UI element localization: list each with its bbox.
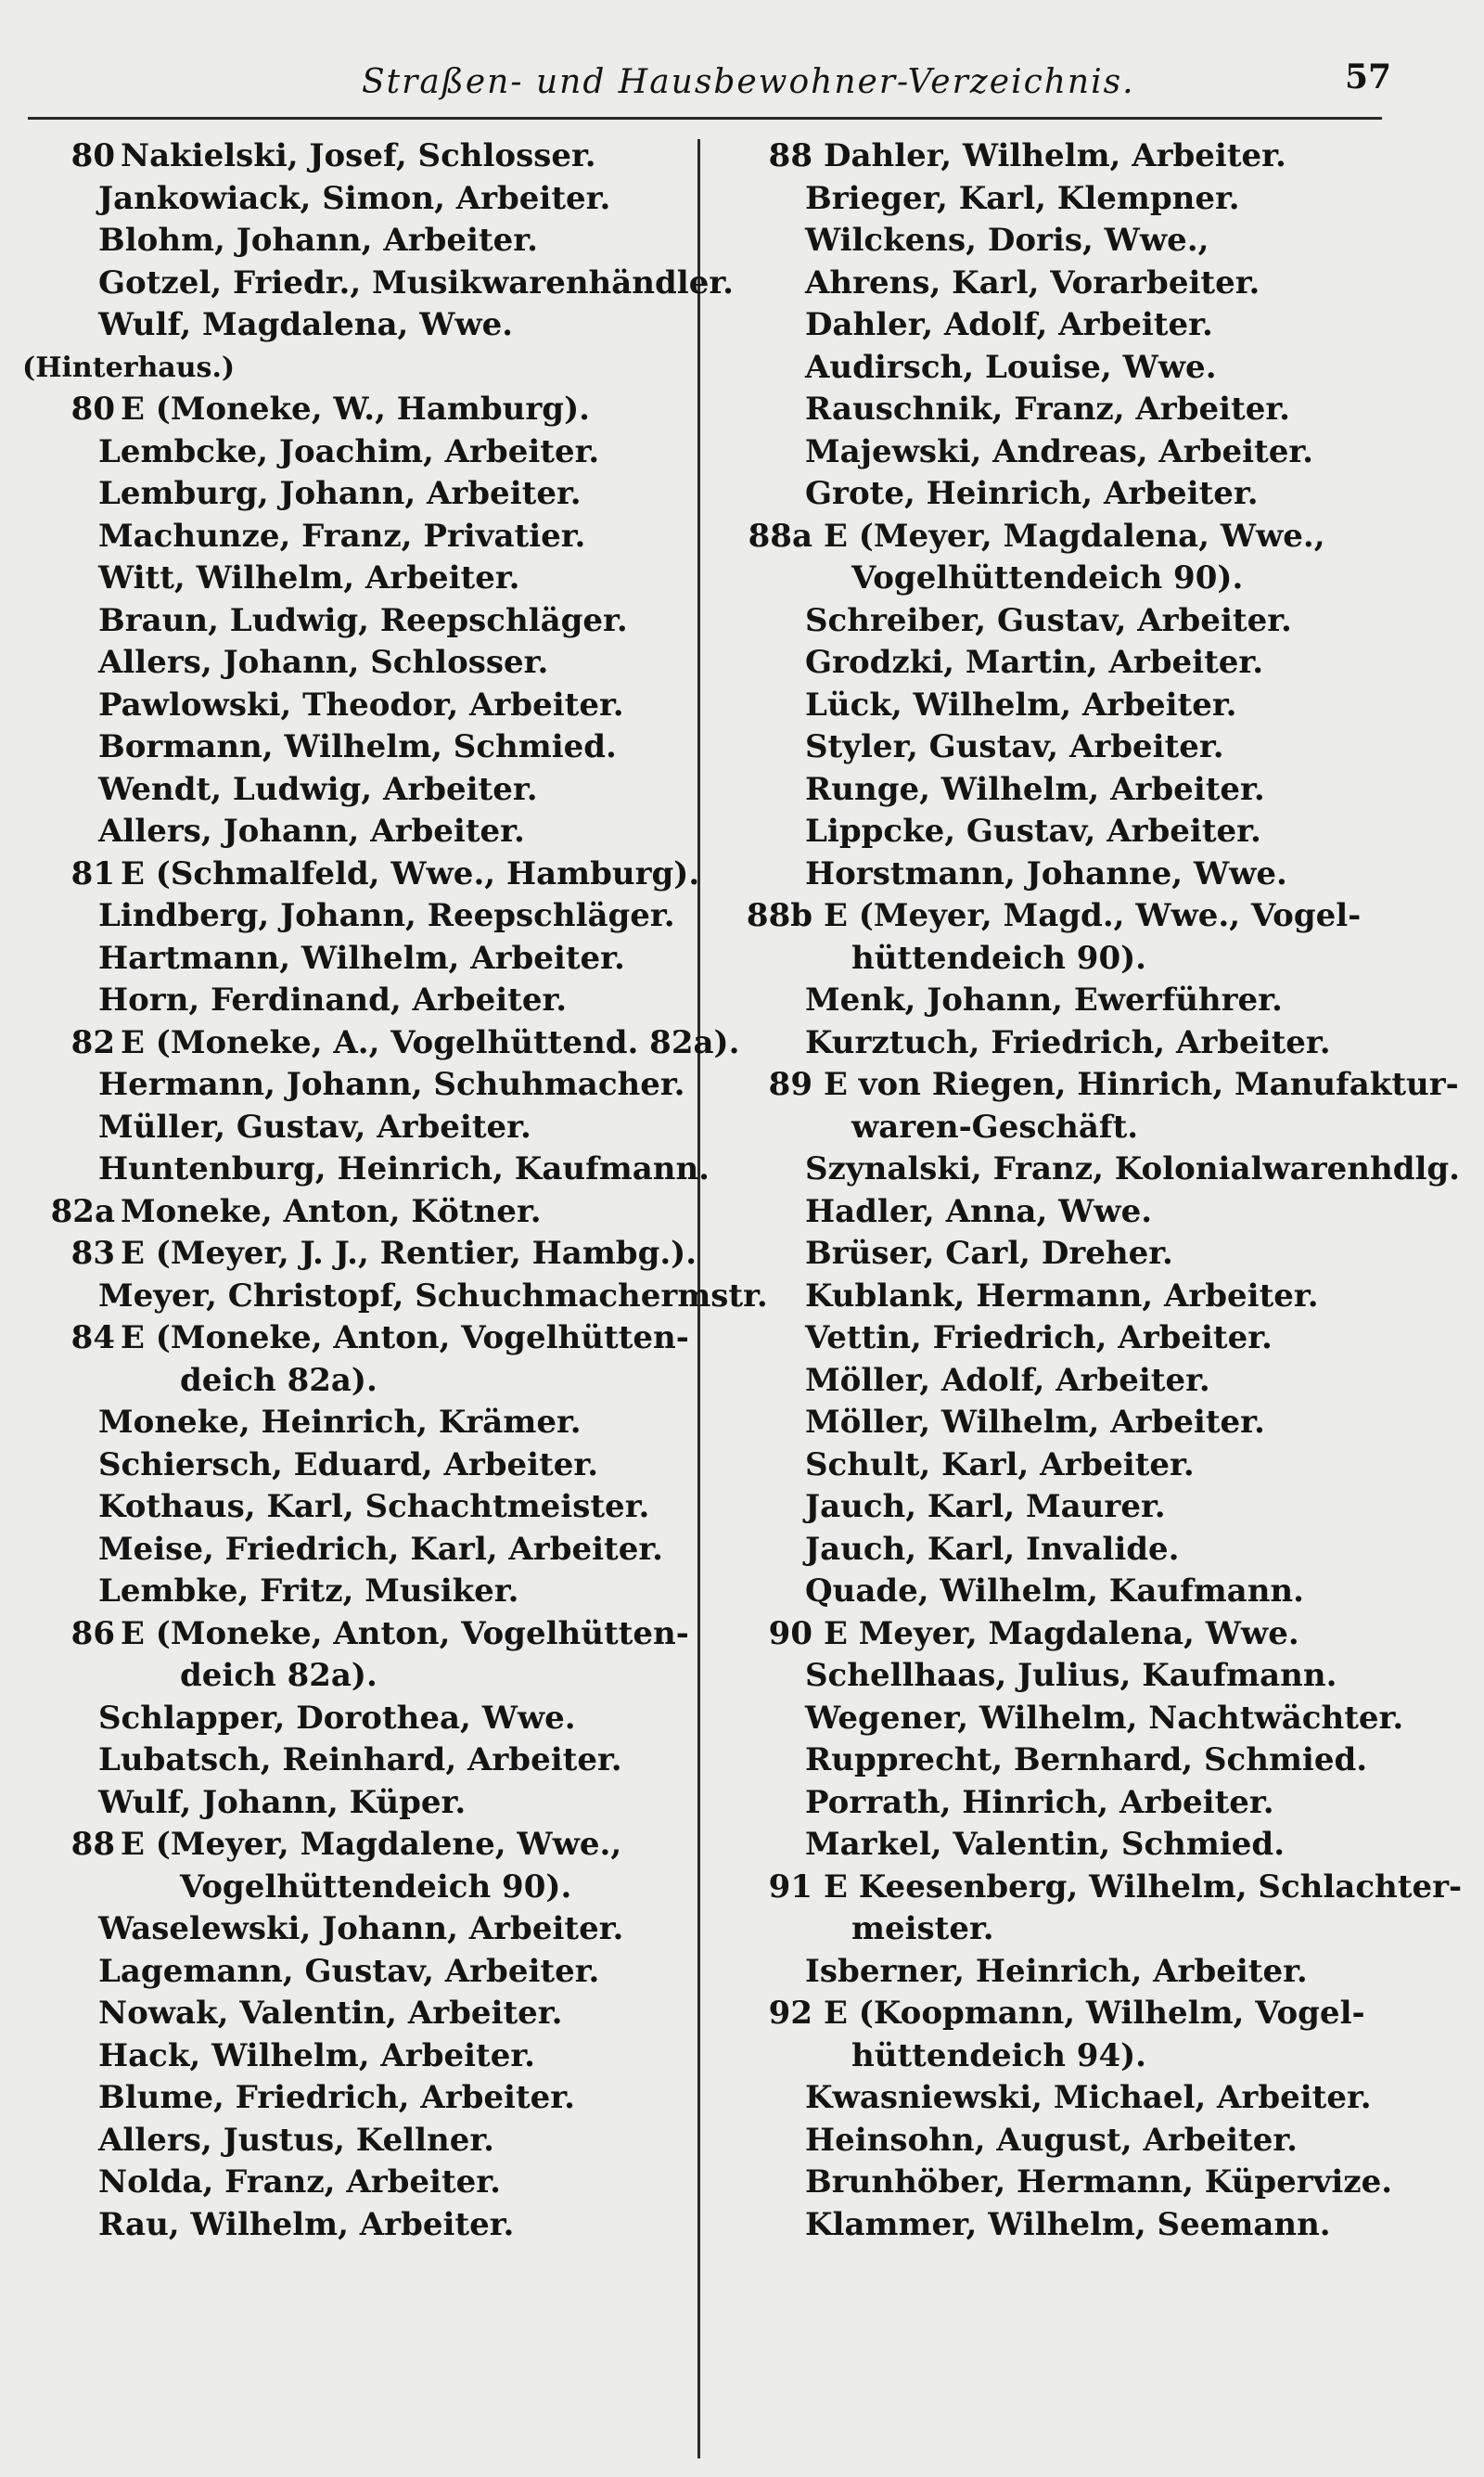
house-number: 91 <box>768 1867 812 1906</box>
directory-line <box>714 431 1456 474</box>
resident-entry: Schiersch, Eduard, Arbeiter. <box>98 1445 599 1483</box>
house-number: 88 <box>70 1826 115 1863</box>
directory-line <box>22 1191 685 1234</box>
directory-line <box>714 1317 1456 1360</box>
directory-line <box>22 516 685 558</box>
directory-line <box>714 1276 1456 1318</box>
directory-line <box>22 1233 697 1276</box>
resident-entry: Lubatsch, Reinhard, Arbeiter. <box>98 1741 622 1778</box>
directory-line <box>714 1107 1456 1149</box>
directory-line <box>714 1360 1456 1403</box>
resident-entry: Styler, Gustav, Arbeiter. <box>805 728 1224 765</box>
house-number: 88a <box>748 517 812 555</box>
resident-entry: hüttendeich 94). <box>851 2036 1147 2074</box>
resident-entry: Hack, Wilhelm, Arbeiter. <box>98 2036 536 2074</box>
resident-entry: Kwasniewski, Michael, Arbeiter. <box>805 2079 1372 2116</box>
resident-entry: Waselewski, Johann, Arbeiter. <box>98 1910 624 1947</box>
directory-line <box>22 1107 685 1149</box>
resident-entry: Lemburg, Johann, Arbeiter. <box>98 475 582 512</box>
resident-entry: Schult, Karl, Arbeiter. <box>805 1445 1195 1483</box>
directory-line <box>714 2162 1456 2204</box>
directory-line <box>22 2120 685 2163</box>
resident-entry: Porrath, Hinrich, Arbeiter. <box>805 1783 1274 1821</box>
directory-line <box>22 1993 685 2035</box>
directory-line <box>714 1824 1456 1867</box>
directory-line <box>714 389 1456 431</box>
directory-line <box>714 1951 1456 1994</box>
directory-line <box>714 1698 1456 1740</box>
resident-entry: Wendt, Ludwig, Arbeiter. <box>98 770 538 808</box>
resident-entry: E (Meyer, Magdalene, Wwe., <box>121 1826 622 1863</box>
resident-entry: Pawlowski, Theodor, Arbeiter. <box>98 686 624 724</box>
directory-line <box>714 811 1456 853</box>
directory-line <box>22 938 685 981</box>
resident-entry: Vogelhüttendeich 90). <box>851 559 1244 597</box>
resident-entry: deich 82a). <box>180 1657 377 1694</box>
directory-line <box>714 1233 1456 1276</box>
directory-line <box>714 178 1456 221</box>
resident-entry: hüttendeich 90). <box>851 939 1147 977</box>
house-number: 89 <box>768 1066 812 1103</box>
directory-line <box>22 1149 710 1191</box>
resident-entry: Nowak, Valentin, Arbeiter. <box>98 1995 563 2032</box>
directory-line <box>22 726 685 769</box>
resident-entry: Wegener, Wilhelm, Nachtwächter. <box>805 1699 1404 1737</box>
directory-line <box>22 1360 685 1403</box>
resident-entry: Runge, Wilhelm, Arbeiter. <box>805 770 1265 808</box>
resident-entry: Menk, Johann, Ewerführer. <box>805 982 1283 1019</box>
resident-entry: E (Meyer, J. J., Rentier, Hambg.). <box>121 1235 697 1272</box>
directory-line <box>22 1402 685 1444</box>
header-rule <box>28 117 1382 120</box>
resident-entry: Schellhaas, Julius, Kaufmann. <box>805 1657 1337 1694</box>
resident-entry: Allers, Justus, Kellner. <box>98 2121 495 2159</box>
resident-entry: Horstmann, Johanne, Wwe. <box>805 854 1287 892</box>
directory-line <box>22 1698 685 1740</box>
directory-line <box>22 1739 685 1782</box>
resident-entry: Wulf, Magdalena, Wwe. <box>98 306 514 343</box>
resident-entry: Hadler, Anna, Wwe. <box>805 1192 1153 1230</box>
house-number: 88 <box>768 137 812 174</box>
directory-line <box>22 389 685 431</box>
directory-line <box>714 1782 1456 1825</box>
directory-line <box>714 220 1456 263</box>
directory-line <box>714 1444 1456 1487</box>
directory-line <box>714 642 1456 685</box>
directory-line <box>714 2204 1456 2247</box>
resident-entry: Kurztuch, Friedrich, Arbeiter. <box>805 1023 1331 1061</box>
directory-line <box>714 1191 1456 1234</box>
resident-entry: (Hinterhaus.) <box>22 351 236 384</box>
resident-entry: waren-Geschäft. <box>851 1108 1139 1146</box>
page-number: 57 <box>1345 58 1392 96</box>
directory-line <box>714 1908 1456 1951</box>
resident-entry: Hartmann, Wilhelm, Arbeiter. <box>98 939 625 977</box>
directory-line <box>22 685 685 727</box>
house-number: 80 <box>70 137 115 174</box>
resident-entry: Lück, Wilhelm, Arbeiter. <box>805 686 1237 724</box>
resident-entry: E (Koopmann, Wilhelm, Vogel- <box>824 1995 1365 2032</box>
directory-line <box>714 1486 1456 1529</box>
resident-entry: Dahler, Adolf, Arbeiter. <box>805 306 1213 343</box>
directory-line <box>714 1867 1463 1909</box>
directory-line <box>714 895 1456 938</box>
house-number: 83 <box>70 1235 115 1272</box>
resident-entry: Vogelhüttendeich 90). <box>180 1867 572 1906</box>
directory-line <box>22 473 685 516</box>
directory-line <box>714 1571 1456 1613</box>
house-number: 82a <box>50 1192 115 1230</box>
directory-line <box>714 1655 1456 1698</box>
resident-entry: Möller, Adolf, Arbeiter. <box>805 1361 1210 1399</box>
resident-entry: Szynalski, Franz, Kolonialwarenhdlg. <box>805 1150 1460 1187</box>
resident-entry: deich 82a). <box>180 1361 377 1399</box>
house-number: 90 <box>768 1614 812 1652</box>
house-number: 86 <box>70 1614 115 1652</box>
directory-line <box>22 1022 740 1065</box>
directory-line <box>22 769 685 812</box>
directory-line <box>22 1867 685 1909</box>
resident-entry: Schreiber, Gustav, Arbeiter. <box>805 601 1292 639</box>
resident-entry: Lagemann, Gustav, Arbeiter. <box>98 1952 600 1990</box>
directory-line <box>714 2077 1456 2120</box>
directory-line <box>22 980 685 1022</box>
directory-line <box>714 1739 1456 1782</box>
directory-line <box>22 1613 689 1656</box>
resident-entry: Lindberg, Johann, Reepschläger. <box>98 897 675 934</box>
directory-line <box>22 1529 685 1572</box>
directory-line <box>22 600 685 643</box>
directory-line <box>714 558 1456 600</box>
resident-entry: Rauschnik, Franz, Arbeiter. <box>805 391 1290 428</box>
directory-line <box>714 853 1456 896</box>
directory-line <box>714 347 1456 390</box>
resident-entry: Quade, Wilhelm, Kaufmann. <box>805 1572 1304 1610</box>
directory-line <box>714 2120 1456 2163</box>
directory-line <box>714 1402 1456 1444</box>
resident-entry: Kublank, Hermann, Arbeiter. <box>805 1277 1319 1315</box>
house-number: 80 <box>70 391 115 428</box>
directory-line <box>22 895 685 938</box>
right-column <box>714 135 1463 2246</box>
resident-entry: Bormann, Wilhelm, Schmied. <box>98 728 617 765</box>
house-number: 82 <box>70 1023 115 1061</box>
resident-entry: Allers, Johann, Arbeiter. <box>98 813 525 850</box>
resident-entry: Wulf, Johann, Küper. <box>98 1783 467 1821</box>
directory-line <box>22 1824 685 1867</box>
resident-entry: Grodzki, Martin, Arbeiter. <box>805 644 1264 681</box>
directory-line <box>22 1064 685 1107</box>
resident-entry: meister. <box>851 1910 994 1947</box>
resident-entry: Brüser, Carl, Dreher. <box>805 1235 1173 1272</box>
house-number: 81 <box>70 854 115 892</box>
resident-entry: E (Moneke, W., Hamburg). <box>121 391 590 428</box>
directory-line <box>22 558 685 600</box>
directory-line <box>22 2162 685 2204</box>
house-number: 92 <box>768 1995 812 2032</box>
resident-entry: Nakielski, Josef, Schlosser. <box>121 137 596 174</box>
directory-line <box>714 473 1456 516</box>
directory-line <box>22 2035 685 2078</box>
resident-entry: Heinsohn, August, Arbeiter. <box>805 2121 1298 2159</box>
resident-entry: Audirsch, Louise, Wwe. <box>805 348 1217 386</box>
resident-entry: Ahrens, Karl, Vorarbeiter. <box>805 263 1260 302</box>
resident-entry: Blohm, Johann, Arbeiter. <box>98 222 538 259</box>
resident-entry: Vettin, Friedrich, Arbeiter. <box>805 1319 1273 1356</box>
resident-entry: E (Moneke, A., Vogelhüttend. 82a). <box>121 1023 740 1061</box>
resident-entry: Isberner, Heinrich, Arbeiter. <box>805 1952 1308 1990</box>
running-title: Straßen- und Hausbewohner-Verzeichnis. <box>362 63 1135 101</box>
resident-entry: Grote, Heinrich, Arbeiter. <box>805 475 1259 512</box>
resident-entry: Meyer, Christopf, Schuchmachermstr. <box>98 1277 768 1315</box>
resident-entry: Blume, Friedrich, Arbeiter. <box>98 2079 575 2116</box>
directory-line <box>714 1993 1456 2035</box>
resident-entry: Meise, Friedrich, Karl, Arbeiter. <box>98 1530 663 1568</box>
directory-line <box>714 938 1456 981</box>
resident-entry: Möller, Wilhelm, Arbeiter. <box>805 1404 1265 1441</box>
resident-entry: Klammer, Wilhelm, Seemann. <box>805 2205 1331 2243</box>
directory-line <box>714 1613 1456 1656</box>
directory-line <box>714 1064 1459 1107</box>
resident-entry: Gotzel, Friedr., Musikwarenhändler. <box>98 263 734 302</box>
resident-entry: Schlapper, Dorothea, Wwe. <box>98 1699 576 1737</box>
directory-line <box>22 811 685 853</box>
resident-entry: Lembcke, Joachim, Arbeiter. <box>98 432 600 470</box>
directory-line <box>714 726 1456 769</box>
directory-line <box>714 2035 1456 2078</box>
resident-entry: Kothaus, Karl, Schachtmeister. <box>98 1488 650 1525</box>
directory-line <box>714 304 1456 347</box>
resident-entry: Nolda, Franz, Arbeiter. <box>98 2163 501 2201</box>
directory-line <box>22 220 685 263</box>
resident-entry: Hermann, Johann, Schuhmacher. <box>98 1066 685 1103</box>
directory-line <box>22 263 734 305</box>
resident-entry: Lembke, Fritz, Musiker. <box>98 1572 519 1610</box>
page-header <box>0 58 1484 119</box>
resident-entry: Wilckens, Doris, Wwe., <box>805 222 1209 259</box>
directory-line <box>22 642 685 685</box>
resident-entry: Braun, Ludwig, Reepschläger. <box>98 601 628 639</box>
resident-entry: Brunhöber, Hermann, Küpervize. <box>805 2163 1393 2201</box>
directory-line <box>714 980 1456 1022</box>
directory-line <box>22 1486 685 1529</box>
directory-line <box>22 1444 685 1487</box>
directory-line <box>714 516 1456 558</box>
resident-entry: Machunze, Franz, Privatier. <box>98 517 586 555</box>
resident-entry: E (Schmalfeld, Wwe., Hamburg). <box>121 854 700 892</box>
resident-entry: Huntenburg, Heinrich, Kaufmann. <box>98 1150 710 1187</box>
resident-entry: Horn, Ferdinand, Arbeiter. <box>98 982 568 1019</box>
directory-line <box>22 135 685 178</box>
directory-line <box>714 1149 1460 1191</box>
left-column <box>22 135 768 2246</box>
resident-entry: Jankowiack, Simon, Arbeiter. <box>98 179 611 217</box>
resident-entry: Jauch, Karl, Maurer. <box>805 1488 1166 1525</box>
directory-line <box>22 1908 685 1951</box>
resident-entry: Lippcke, Gustav, Arbeiter. <box>805 813 1261 850</box>
directory-line <box>714 135 1456 178</box>
resident-entry: Dahler, Wilhelm, Arbeiter. <box>824 137 1286 174</box>
resident-entry: Jauch, Karl, Invalide. <box>805 1530 1180 1568</box>
section-heading <box>22 347 685 390</box>
resident-entry: E (Meyer, Magd., Wwe., Vogel- <box>824 897 1362 934</box>
directory-line <box>22 853 700 896</box>
resident-entry: Rau, Wilhelm, Arbeiter. <box>98 2205 515 2243</box>
resident-entry: Müller, Gustav, Arbeiter. <box>98 1108 531 1146</box>
directory-line <box>714 1022 1456 1065</box>
directory-line <box>22 1276 768 1318</box>
resident-entry: Markel, Valentin, Schmied. <box>805 1826 1286 1863</box>
directory-line <box>714 1529 1456 1572</box>
directory-line <box>714 769 1456 812</box>
resident-entry: Allers, Johann, Schlosser. <box>98 644 549 681</box>
resident-entry: Brieger, Karl, Klempner. <box>805 179 1240 217</box>
resident-entry: Moneke, Heinrich, Krämer. <box>98 1404 582 1441</box>
resident-entry: E (Meyer, Magdalena, Wwe., <box>824 517 1325 555</box>
resident-entry: E (Moneke, Anton, Vogelhütten- <box>121 1614 689 1652</box>
resident-entry: E Meyer, Magdalena, Wwe. <box>824 1614 1299 1652</box>
directory-line <box>22 2204 685 2247</box>
resident-entry: Witt, Wilhelm, Arbeiter. <box>98 559 520 597</box>
house-number: 84 <box>70 1319 115 1356</box>
directory-line <box>22 304 685 347</box>
directory-line <box>22 178 685 221</box>
resident-entry: E von Riegen, Hinrich, Manufaktur- <box>824 1066 1459 1103</box>
directory-line <box>22 1782 685 1825</box>
directory-line <box>22 1951 685 1994</box>
resident-entry: E (Moneke, Anton, Vogelhütten- <box>121 1319 689 1356</box>
directory-line <box>22 2077 685 2120</box>
directory-line <box>22 1655 685 1698</box>
directory-line <box>22 431 685 474</box>
resident-entry: Rupprecht, Bernhard, Schmied. <box>805 1741 1368 1778</box>
directory-line <box>22 1571 685 1613</box>
directory-line <box>714 685 1456 727</box>
directory-line <box>714 600 1456 643</box>
directory-line <box>714 263 1456 305</box>
directory-line <box>22 1317 689 1360</box>
resident-entry: Majewski, Andreas, Arbeiter. <box>805 432 1314 470</box>
resident-entry: E Keesenberg, Wilhelm, Schlachter- <box>824 1867 1463 1906</box>
resident-entry: Moneke, Anton, Kötner. <box>121 1192 542 1230</box>
house-number: 88b <box>746 897 812 934</box>
